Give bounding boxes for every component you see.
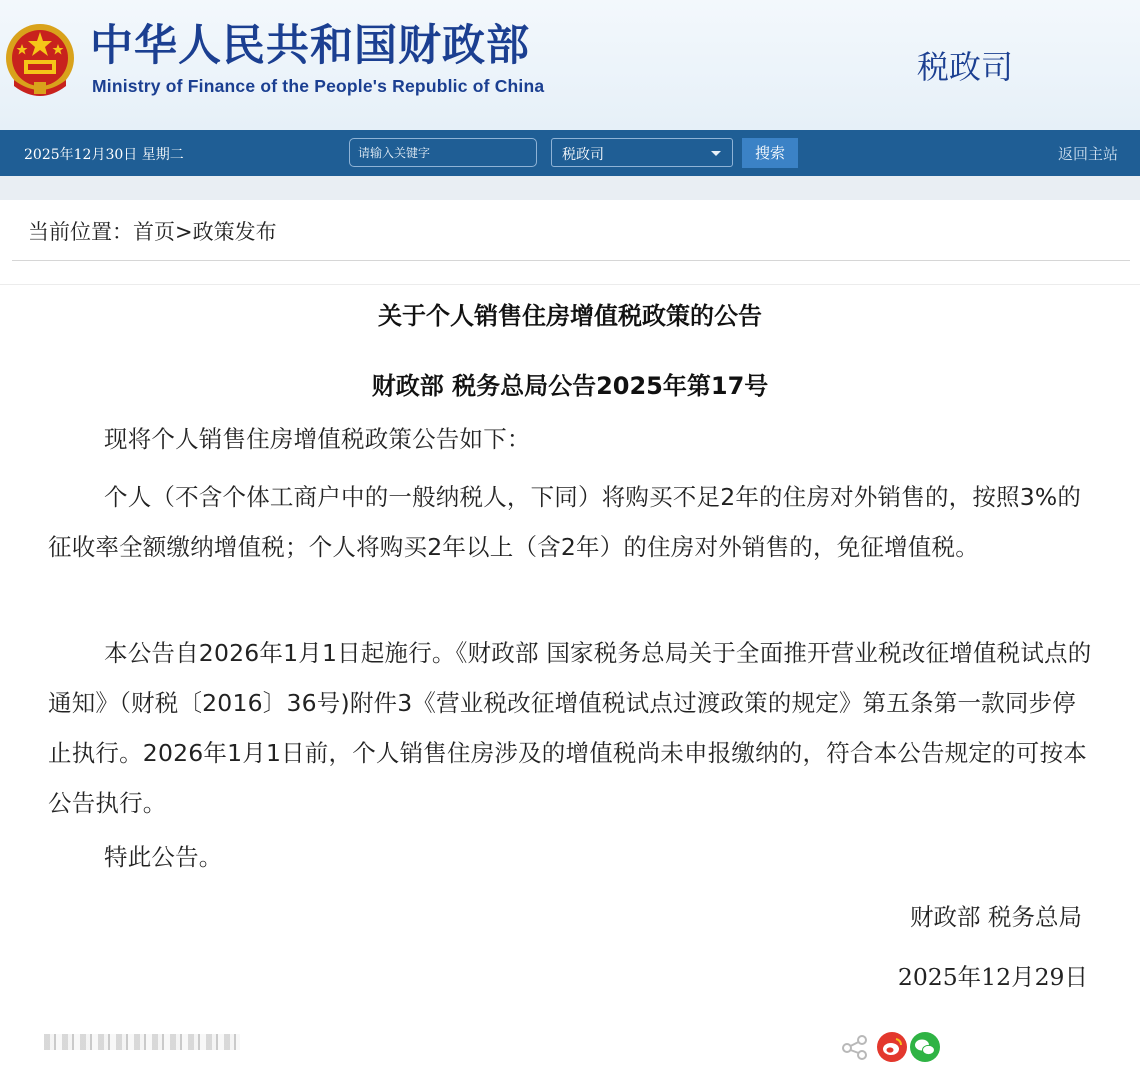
wechat-glyph-icon [910, 1032, 940, 1062]
search-button[interactable]: 搜索 [742, 138, 798, 168]
breadcrumb-prefix: 当前位置： [28, 220, 133, 244]
share-icon[interactable] [840, 1034, 870, 1060]
header-band [0, 176, 1140, 200]
breadcrumb [28, 216, 277, 246]
article-paragraph: 现将个人销售住房增值税政策公告如下： [104, 425, 531, 453]
national-emblem-icon [4, 20, 76, 98]
chevron-down-icon [711, 151, 721, 156]
article-paragraph: 本公告自2026年1月1日起施行。《财政部 国家税务总局关于全面推开营业税改征增值税试点的通知》（财税〔2016〕36号)附件3《营业税改征增值税试点过渡政策的规定》第五条第一款同步停止执行。2026年1月1日前，个人销售住房涉及的增值税尚未申报缴纳的，符合本公告规定的可按本公告执行。 [48, 639, 1092, 817]
issue-date: 2025年12月29日 [897, 963, 1088, 991]
blurred-text [44, 1034, 240, 1050]
divider [12, 260, 1130, 261]
site-header [0, 0, 1140, 130]
ministry-name-en: Ministry of Finance of the People's Republic of China [92, 76, 545, 96]
breadcrumb-home-link[interactable]: 首页 [133, 220, 175, 244]
search-scope-select[interactable] [551, 138, 733, 167]
weibo-glyph-icon [877, 1032, 907, 1062]
department-title: 税政司 [917, 48, 1014, 86]
top-navbar [0, 130, 1140, 176]
wechat-icon[interactable] [910, 1032, 940, 1062]
search-input[interactable] [349, 138, 537, 167]
breadcrumb-separator: > [175, 220, 193, 244]
current-date: 2025年12月30日 星期二 [24, 147, 184, 163]
document-number: 财政部 税务总局公告2025年第17号 [371, 372, 769, 400]
ministry-name-cn: 中华人民共和国财政部 [90, 21, 530, 71]
return-home-link[interactable]: 返回主站 [1057, 145, 1118, 163]
divider [0, 284, 1140, 285]
article-paragraph: 个人（不含个体工商户中的一般纳税人，下同）将购买不足2年的住房对外销售的，按照3%的征收率全额缴纳增值税；个人将购买2年以上（含2年）的住房对外销售的，免征增值税。 [48, 483, 1082, 561]
search-scope-value: 税政司 [562, 147, 604, 163]
issuer-signature: 财政部 税务总局 [910, 903, 1082, 931]
article-paragraph: 特此公告。 [104, 843, 223, 871]
weibo-icon[interactable] [877, 1032, 907, 1062]
article-title: 关于个人销售住房增值税政策的公告 [378, 302, 762, 330]
breadcrumb-current[interactable]: 政策发布 [192, 220, 277, 244]
